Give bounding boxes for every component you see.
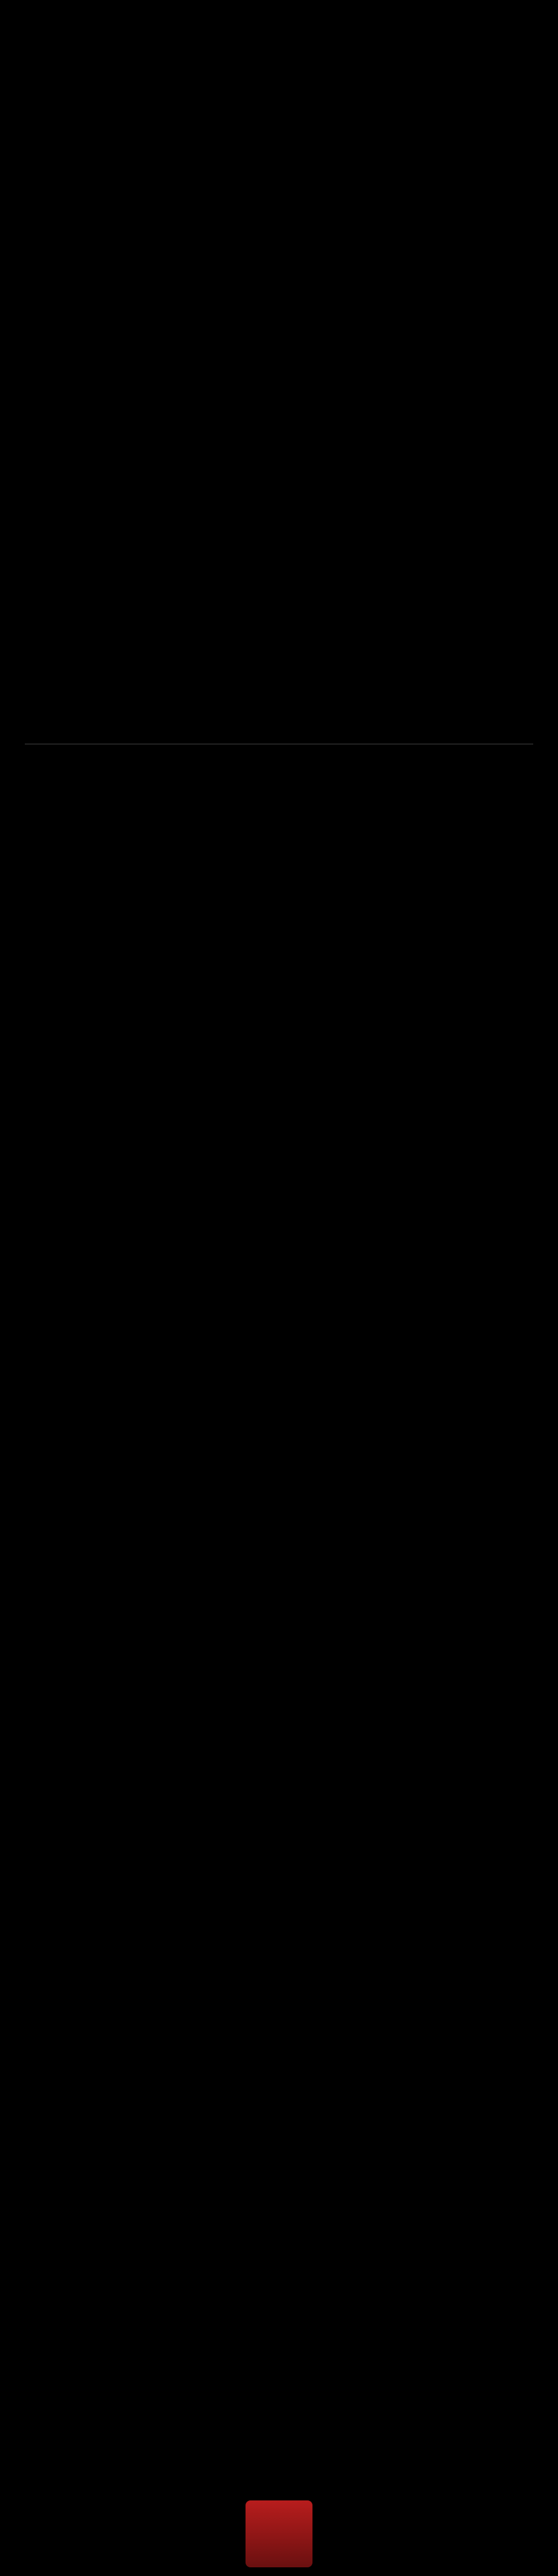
xinhua-logo	[246, 2500, 312, 2567]
top-countries-bar-chart	[0, 87, 558, 731]
section-divider	[25, 743, 533, 745]
headline-block	[316, 335, 552, 351]
color-legend	[7, 9, 551, 58]
